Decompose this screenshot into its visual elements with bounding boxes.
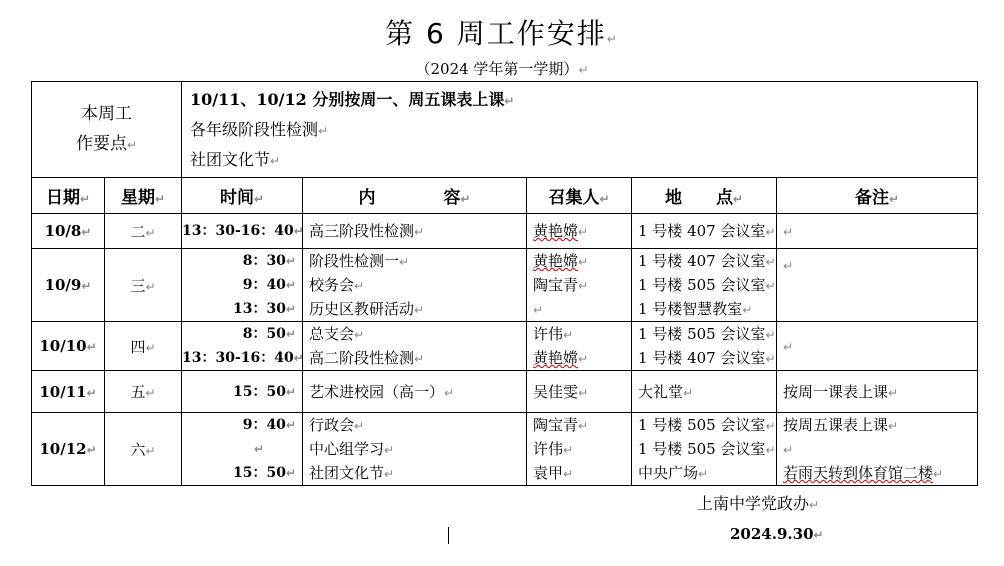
convener-cell: 许伟↵ 黄艳嫦↵: [527, 322, 632, 371]
notes-cell: 按周一课表上课↵: [777, 371, 978, 413]
time-cell: 8：30↵ 9：40↵ 13：30↵: [182, 249, 303, 322]
table-row: [32, 322, 978, 371]
weekday-cell: 五↵: [105, 371, 182, 413]
place-cell: 大礼堂↵: [632, 371, 777, 413]
place-cell: 1 号楼 407 会议室↵: [632, 214, 777, 249]
weekday-cell: 六↵: [105, 413, 182, 486]
date-cell: 10/8↵: [32, 214, 105, 249]
time-cell: 9：40↵ ↵ 15：50↵: [182, 413, 303, 486]
table-row: [32, 214, 978, 249]
notes-cell: ↵: [777, 322, 978, 371]
content-cell: 行政会↵ 中心组学习↵ 社团文化节↵: [303, 413, 527, 486]
place-cell: 1 号楼 505 会议室↵ 1 号楼 407 会议室↵: [632, 322, 777, 371]
header-place: 地 点↵: [632, 178, 777, 214]
header-row: [32, 178, 978, 214]
date-cell: 10/11↵: [32, 371, 105, 413]
key-point-item: 各年级阶段性检测↵: [190, 119, 329, 139]
page-title: 第 6 周工作安排↵: [385, 17, 619, 50]
table-row: [32, 413, 978, 486]
key-points-label: 本周工 作要点↵: [32, 82, 182, 178]
header-convener: 召集人↵: [527, 178, 632, 214]
notes-cell: 按周五课表上课↵ ↵ 若雨天转到体育馆二楼↵: [777, 413, 978, 486]
text-cursor: [448, 527, 449, 544]
table-row: [32, 371, 978, 413]
notes-cell: ↵: [777, 249, 978, 322]
header-date: 日期↵: [32, 178, 105, 214]
content-cell: 高三阶段性检测↵: [303, 214, 527, 249]
page-subtitle: （2024 学年第一学期）↵: [415, 60, 589, 78]
time-cell: 15：50↵: [182, 371, 303, 413]
convener-cell: 黄艳嫦↵ 陶宝青↵ ↵: [527, 249, 632, 322]
content-cell: 阶段性检测一↵ 校务会↵ 历史区教研活动↵: [303, 249, 527, 322]
place-cell: 1 号楼 505 会议室↵ 1 号楼 505 会议室↵ 中央广场↵: [632, 413, 777, 486]
date-cell: 10/12↵: [32, 413, 105, 486]
header-notes: 备注↵: [777, 178, 978, 214]
key-points-row: [32, 82, 978, 178]
notes-cell: ↵: [777, 214, 978, 249]
key-points-content: [182, 82, 978, 178]
weekday-cell: 三↵: [105, 249, 182, 322]
content-cell: 艺术进校园（高一）↵: [303, 371, 527, 413]
weekday-cell: 四↵: [105, 322, 182, 371]
date-cell: 10/9↵: [32, 249, 105, 322]
header-time: 时间↵: [182, 178, 303, 214]
place-cell: 1 号楼 407 会议室↵ 1 号楼 505 会议室↵ 1 号楼智慧教室↵: [632, 249, 777, 322]
date-cell: 10/10↵: [32, 322, 105, 371]
table-row: [32, 249, 978, 322]
convener-cell: 陶宝青↵ 许伟↵ 袁甲↵: [527, 413, 632, 486]
header-content: 内 容↵: [303, 178, 527, 214]
key-point-item: 社团文化节↵: [190, 149, 281, 169]
time-cell: 13：30-16：40↵: [182, 214, 303, 249]
header-weekday: 星期↵: [105, 178, 182, 214]
time-cell: 8：50↵ 13：30-16：40↵: [182, 322, 303, 371]
footer-org: 上南中学党政办↵: [697, 494, 820, 513]
schedule-table: [31, 81, 978, 486]
weekday-cell: 二↵: [105, 214, 182, 249]
footer-date: 2024.9.30↵: [730, 525, 824, 543]
content-cell: 总支会↵ 高二阶段性检测↵: [303, 322, 527, 371]
convener-cell: 黄艳嫦↵: [527, 214, 632, 249]
key-point-item: 10/11、10/12 分别按周一、周五课表上课↵: [190, 89, 515, 109]
convener-cell: 吴佳雯↵: [527, 371, 632, 413]
